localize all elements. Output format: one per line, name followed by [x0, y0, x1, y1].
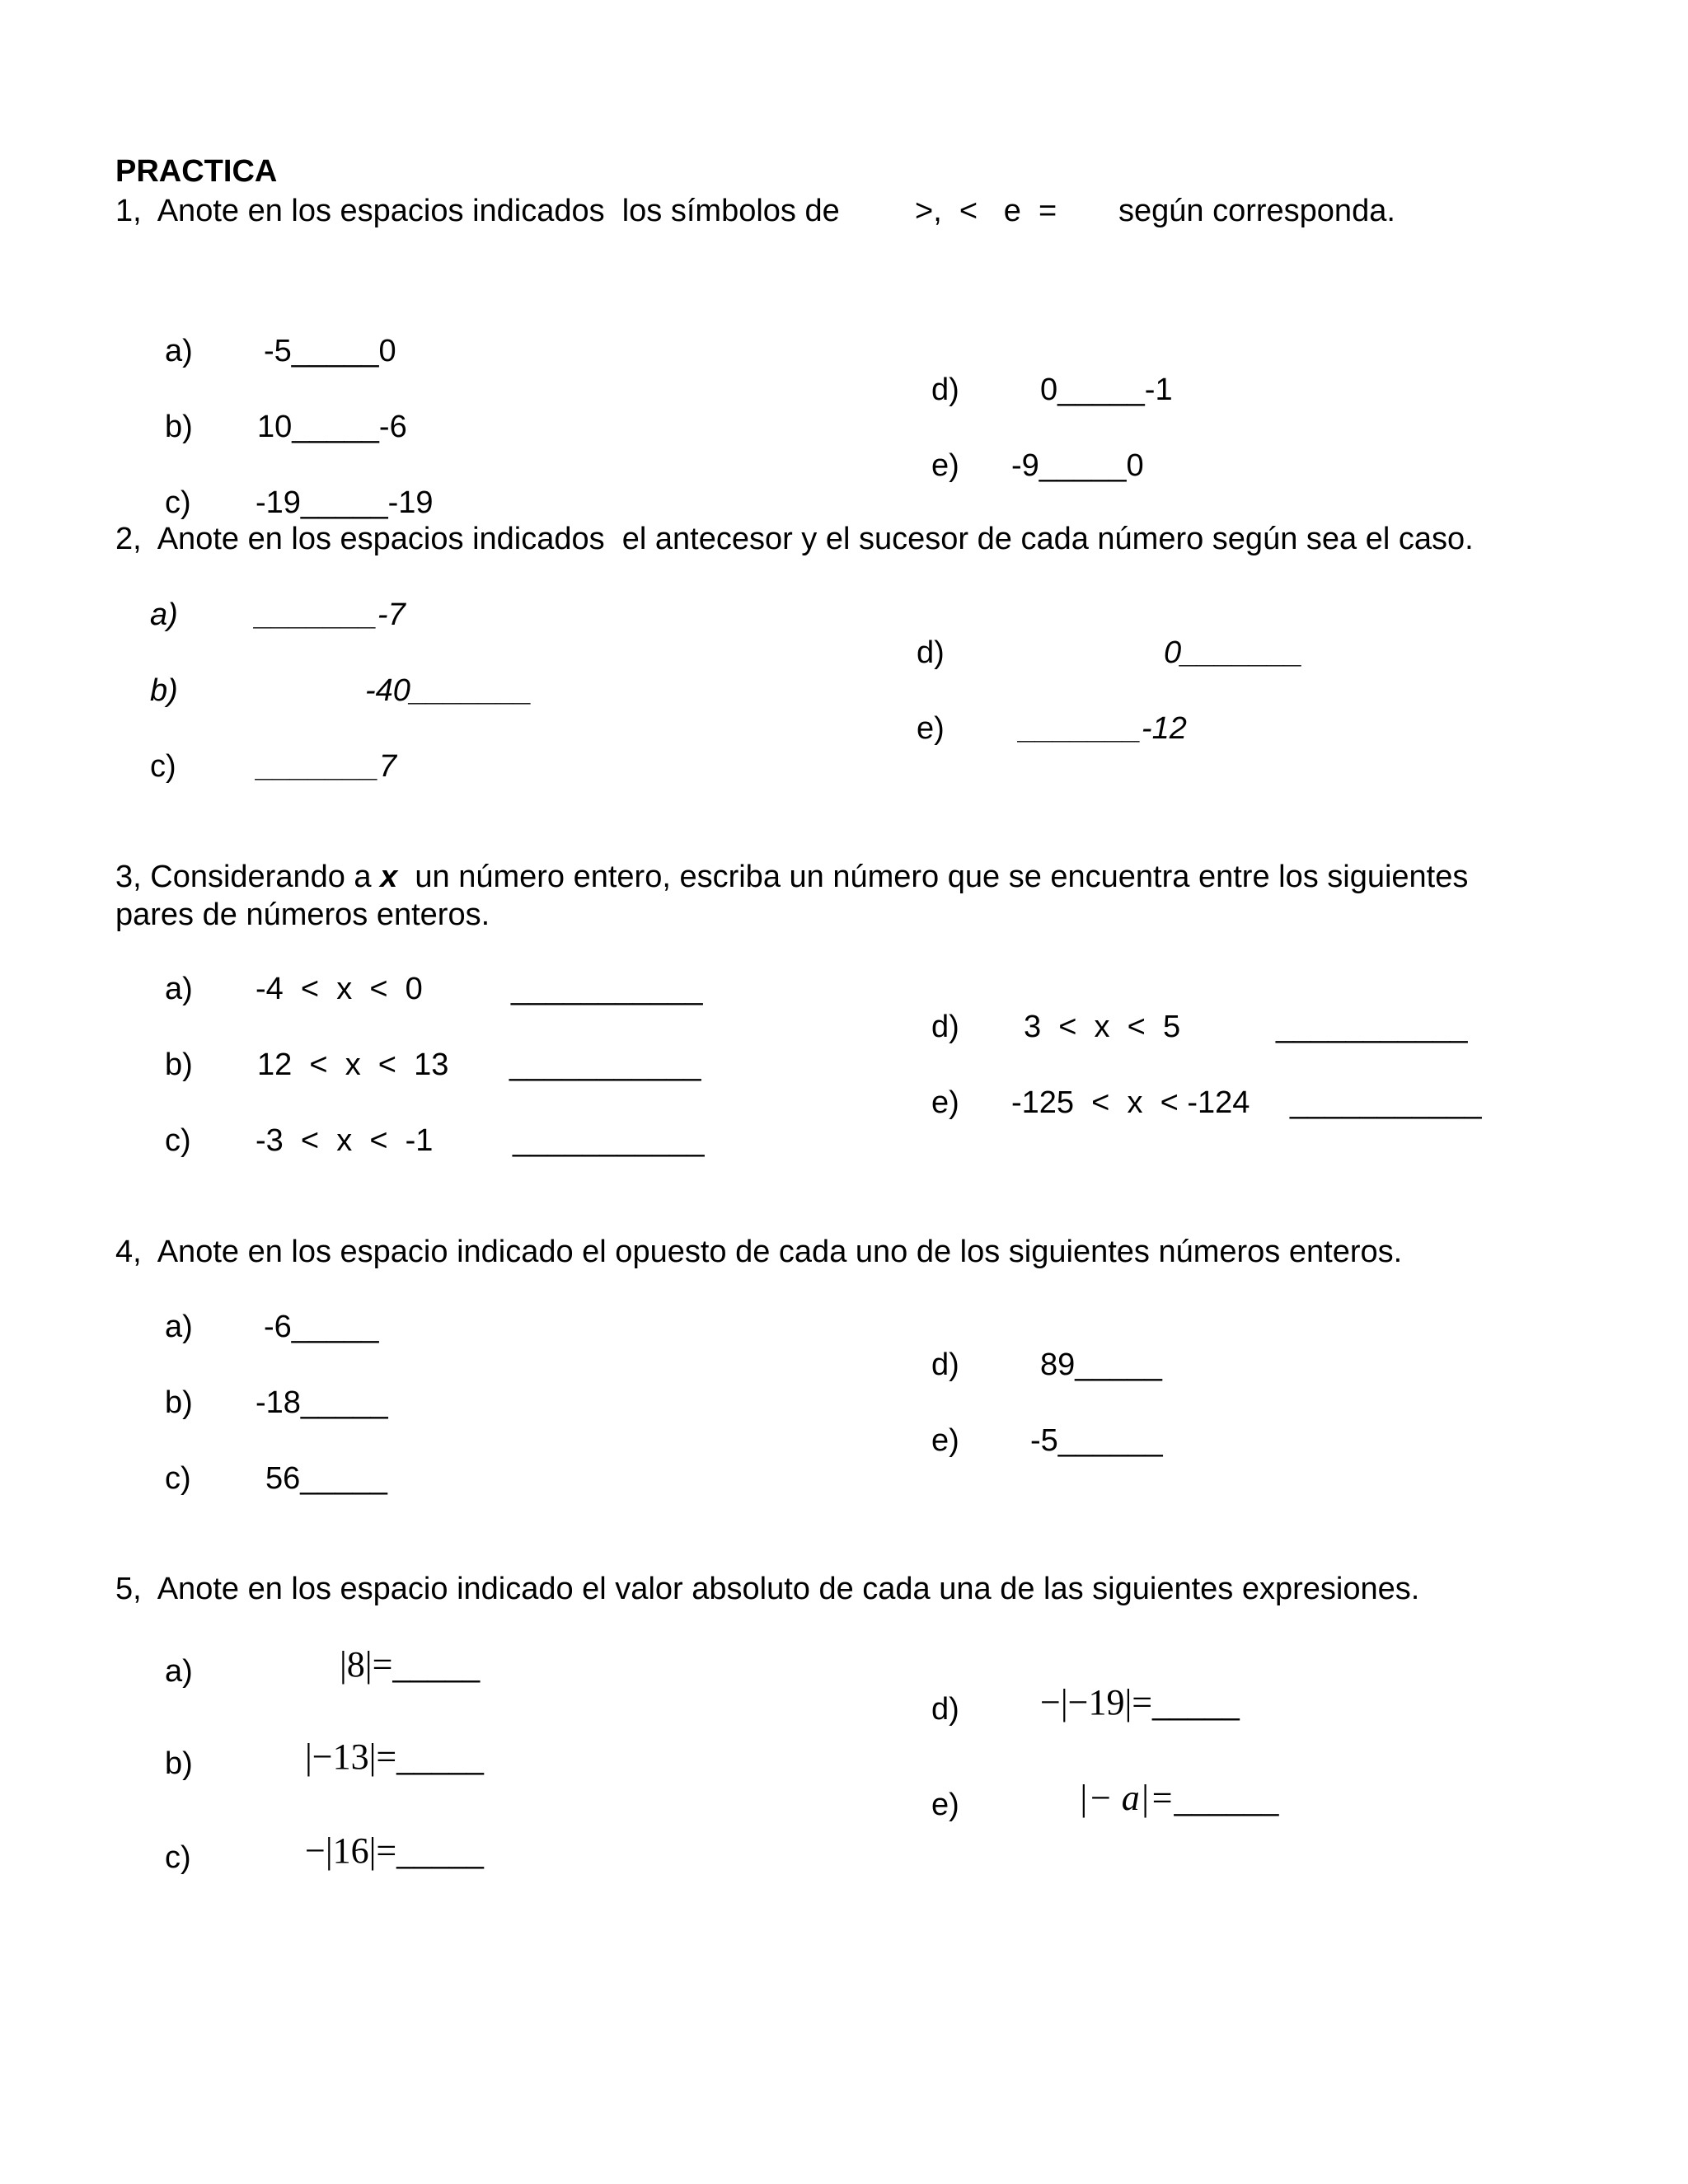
q1-item-letter: c): [165, 485, 191, 520]
q2-item-expr: 0_______: [1164, 635, 1304, 670]
q5-item: [305, 1736, 484, 1777]
q3-item-expr: -4 < x < 0: [256, 972, 423, 1006]
q1-item-expr: 0_____-1: [1040, 373, 1173, 407]
q2-item-letter: b): [150, 673, 178, 708]
q5-item-expr: |8|=: [340, 1644, 393, 1685]
q3-prompt-start: 3, Considerando a: [115, 860, 381, 894]
q5-prompt: 5, Anote en los espacio indicado el valor absoluto de cada una de las siguientes expresiones.: [115, 1572, 1420, 1606]
q5-item-expr: |−13|=: [305, 1736, 397, 1777]
q5-item-expr: −|−19|=: [1040, 1682, 1153, 1722]
q3-answer-blank[interactable]: ___________: [1276, 1010, 1468, 1044]
q3-prompt: [115, 859, 1468, 895]
q2-item-expr: _______-12: [1020, 711, 1187, 746]
q1-item-letter: a): [165, 334, 193, 368]
q1-item-expr: -9_____0: [1011, 448, 1144, 483]
q5-item-letter: b): [165, 1746, 193, 1781]
q1-prompt: 1, Anote en los espacios indicados los símbolos de: [115, 194, 840, 228]
q5-item-expr: |− a|=: [1078, 1778, 1175, 1818]
q1-symbols: >, < e =: [915, 194, 1057, 228]
q5-item: [305, 1830, 484, 1871]
q3-item-expr: -125 < x < -124: [1011, 1085, 1250, 1120]
q5-answer-blank[interactable]: _____: [396, 1741, 484, 1776]
q5-item-letter: a): [165, 1654, 193, 1689]
q4-item-letter: b): [165, 1385, 193, 1420]
q5-answer-blank[interactable]: _____: [1152, 1687, 1240, 1722]
q4-item-expr: -6_____: [264, 1310, 379, 1344]
q3-item-expr: 3 < x < 5: [1024, 1010, 1181, 1044]
q1-item-letter: d): [931, 373, 959, 407]
q2-item-expr: -40_______: [365, 673, 532, 708]
q2-prompt: 2, Anote en los espacios indicados el antecesor y el sucesor de cada número según sea el caso.: [115, 522, 1474, 556]
q5-item: [1040, 1682, 1240, 1722]
q2-item-letter: e): [917, 711, 945, 746]
page-title: PRACTICA: [115, 154, 278, 189]
q3-prompt-line2: pares de números enteros.: [115, 898, 490, 932]
q3-variable: x: [380, 860, 398, 894]
q5-item-expr: −|16|=: [305, 1830, 397, 1871]
q5-item-letter: d): [931, 1692, 959, 1727]
q3-item-letter: d): [931, 1010, 959, 1044]
q3-prompt-end: un número entero, escriba un número que se encuentra entre los siguientes: [397, 860, 1469, 894]
q3-item-letter: c): [165, 1123, 191, 1158]
q1-prompt-end: según corresponda.: [1118, 194, 1395, 228]
q5-item: [340, 1644, 481, 1685]
q4-item-letter: e): [931, 1423, 959, 1458]
q1-item-letter: b): [165, 410, 193, 444]
q4-item-expr: -18_____: [256, 1385, 388, 1420]
q2-item-letter: c): [150, 749, 176, 784]
q3-item-letter: a): [165, 972, 193, 1006]
q4-item-letter: a): [165, 1310, 193, 1344]
q4-item-letter: c): [165, 1461, 191, 1496]
q4-item-expr: -5______: [1030, 1423, 1163, 1458]
q1-item-expr: -19_____-19: [256, 485, 434, 520]
q3-item-letter: e): [931, 1085, 959, 1120]
q3-answer-blank[interactable]: ___________: [1290, 1085, 1482, 1120]
q1-item-letter: e): [931, 448, 959, 483]
q4-item-expr: 56_____: [265, 1461, 387, 1496]
q4-prompt: 4, Anote en los espacio indicado el opuesto de cada uno de los siguientes números enteros.: [115, 1235, 1403, 1269]
q3-answer-blank[interactable]: ___________: [511, 972, 703, 1006]
q2-item-expr: _______-7: [256, 598, 406, 632]
q3-item-expr: -3 < x < -1: [256, 1123, 434, 1158]
q3-item-expr: 12 < x < 13: [257, 1047, 449, 1082]
q2-item-expr: _______7: [257, 749, 397, 784]
q1-item-expr: -5_____0: [264, 334, 396, 368]
q4-item-letter: d): [931, 1347, 959, 1382]
q5-answer-blank[interactable]: ______: [1174, 1783, 1279, 1817]
q5-item-letter: c): [165, 1840, 191, 1875]
q5-answer-blank[interactable]: _____: [392, 1649, 481, 1684]
q3-answer-blank[interactable]: ___________: [509, 1047, 701, 1082]
q3-item-letter: b): [165, 1047, 193, 1082]
q4-item-expr: 89_____: [1040, 1347, 1162, 1382]
q5-answer-blank[interactable]: _____: [396, 1835, 484, 1870]
q2-item-letter: a): [150, 598, 178, 632]
q3-answer-blank[interactable]: ___________: [513, 1123, 705, 1158]
q5-item-letter: e): [931, 1788, 959, 1822]
q5-item: [1078, 1780, 1278, 1818]
q2-item-letter: d): [917, 635, 945, 670]
q1-item-expr: 10_____-6: [257, 410, 407, 444]
